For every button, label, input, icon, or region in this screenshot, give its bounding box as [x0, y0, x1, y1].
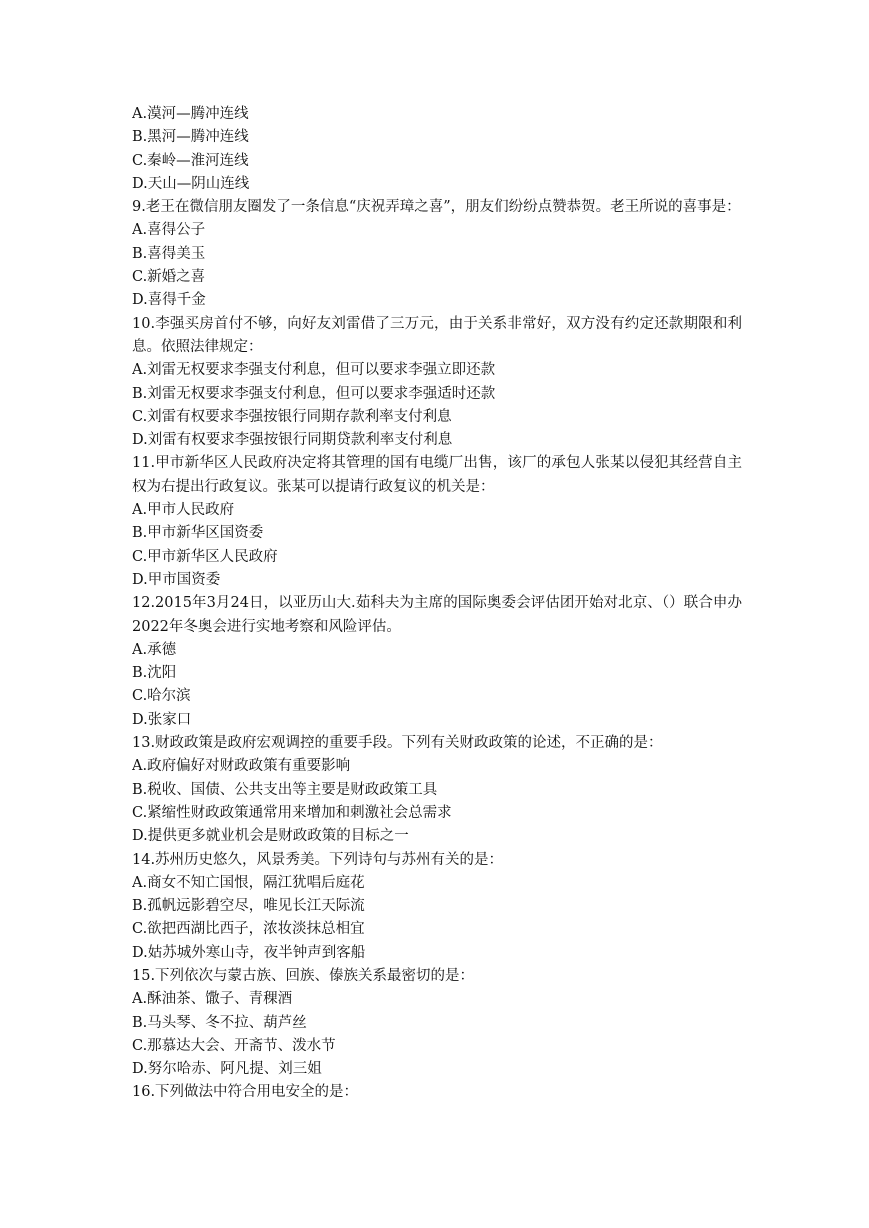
- option-line: A.刘雷无权要求李强支付利息，但可以要求李强立即还款: [132, 362, 496, 379]
- option-line: C.哈尔滨: [132, 688, 191, 705]
- option-line: C.欲把西湖比西子，浓妆淡抹总相宜: [132, 921, 365, 938]
- option-line: A.承德: [132, 641, 177, 658]
- option-line: B.喜得美玉: [132, 245, 206, 262]
- option-line: D.姑苏城外寒山寺，夜半钟声到客船: [132, 944, 366, 961]
- option-line: A.喜得公子: [132, 222, 206, 239]
- option-line: D.天山—阴山连线: [132, 175, 250, 192]
- question-stem: 15.下列依次与蒙古族、回族、傣族关系最密切的是：: [132, 967, 475, 984]
- option-line: B.甲市新华区国资委: [132, 525, 264, 542]
- question-stem: 12.2015年3月24日，以亚历山大.茹科夫为主席的国际奥委会评估团开始对北京、（）联合申办2022年冬奥会进行实地考察和风险评估。: [132, 595, 742, 635]
- question-stem: 10.李强买房首付不够，向好友刘雷借了三万元，由于关系非常好，双方没有约定还款期限和利息。依照法律规定：: [132, 315, 742, 355]
- option-line: A.政府偏好对财政政策有重要影响: [132, 758, 351, 775]
- question-stem: 9.老王在微信朋友圈发了一条信息“庆祝弄璋之喜”，朋友们纷纷点赞恭贺。老王所说的喜事是：: [132, 199, 741, 216]
- option-line: D.刘雷有权要求李强按银行同期贷款利率支付利息: [132, 432, 453, 449]
- option-line: C.甲市新华区人民政府: [132, 548, 278, 565]
- option-line: D.喜得千金: [132, 292, 206, 309]
- option-line: C.刘雷有权要求李强按银行同期存款利率支付利息: [132, 408, 452, 425]
- exam-page: [132, 103, 742, 1105]
- option-line: D.张家口: [132, 711, 192, 728]
- option-line: C.那慕达大会、开斋节、泼水节: [132, 1037, 336, 1054]
- question-stem: 11.甲市新华区人民政府决定将其管理的国有电缆厂出售，该厂的承包人张某以侵犯其经营自主权为右提出行政复议。张某可以提请行政复议的机关是：: [132, 455, 742, 495]
- option-line: C.新婚之喜: [132, 269, 206, 286]
- option-line: A.酥油茶、馓子、青稞酒: [132, 991, 293, 1008]
- option-line: B.孤帆远影碧空尽，唯见长江天际流: [132, 898, 365, 915]
- question-stem: 13.财政政策是政府宏观调控的重要手段。下列有关财政政策的论述，不正确的是：: [132, 735, 663, 752]
- option-line: C.秦岭—淮河连线: [132, 152, 249, 169]
- option-line: B.刘雷无权要求李强支付利息，但可以要求李强适时还款: [132, 385, 496, 402]
- option-line: B.黑河—腾冲连线: [132, 129, 249, 146]
- option-line: C.紧缩性财政政策通常用来增加和刺激社会总需求: [132, 804, 452, 821]
- option-line: B.马头琴、冬不拉、葫芦丝: [132, 1014, 307, 1031]
- option-line: A.漠河—腾冲连线: [132, 106, 249, 122]
- question-stem: 16.下列做法中符合用电安全的是：: [132, 1084, 359, 1101]
- option-line: D.提供更多就业机会是财政政策的目标之一: [132, 828, 409, 845]
- option-line: D.甲市国资委: [132, 571, 221, 588]
- option-line: A.商女不知亡国恨，隔江犹唱后庭花: [132, 874, 365, 891]
- option-line: B.沈阳: [132, 665, 177, 682]
- option-line: D.努尔哈赤、阿凡提、刘三姐: [132, 1061, 322, 1078]
- question-stem: 14.苏州历史悠久，风景秀美。下列诗句与苏州有关的是：: [132, 851, 504, 868]
- option-line: A.甲市人民政府: [132, 502, 235, 519]
- option-line: B.税收、国债、公共支出等主要是财政政策工具: [132, 781, 438, 798]
